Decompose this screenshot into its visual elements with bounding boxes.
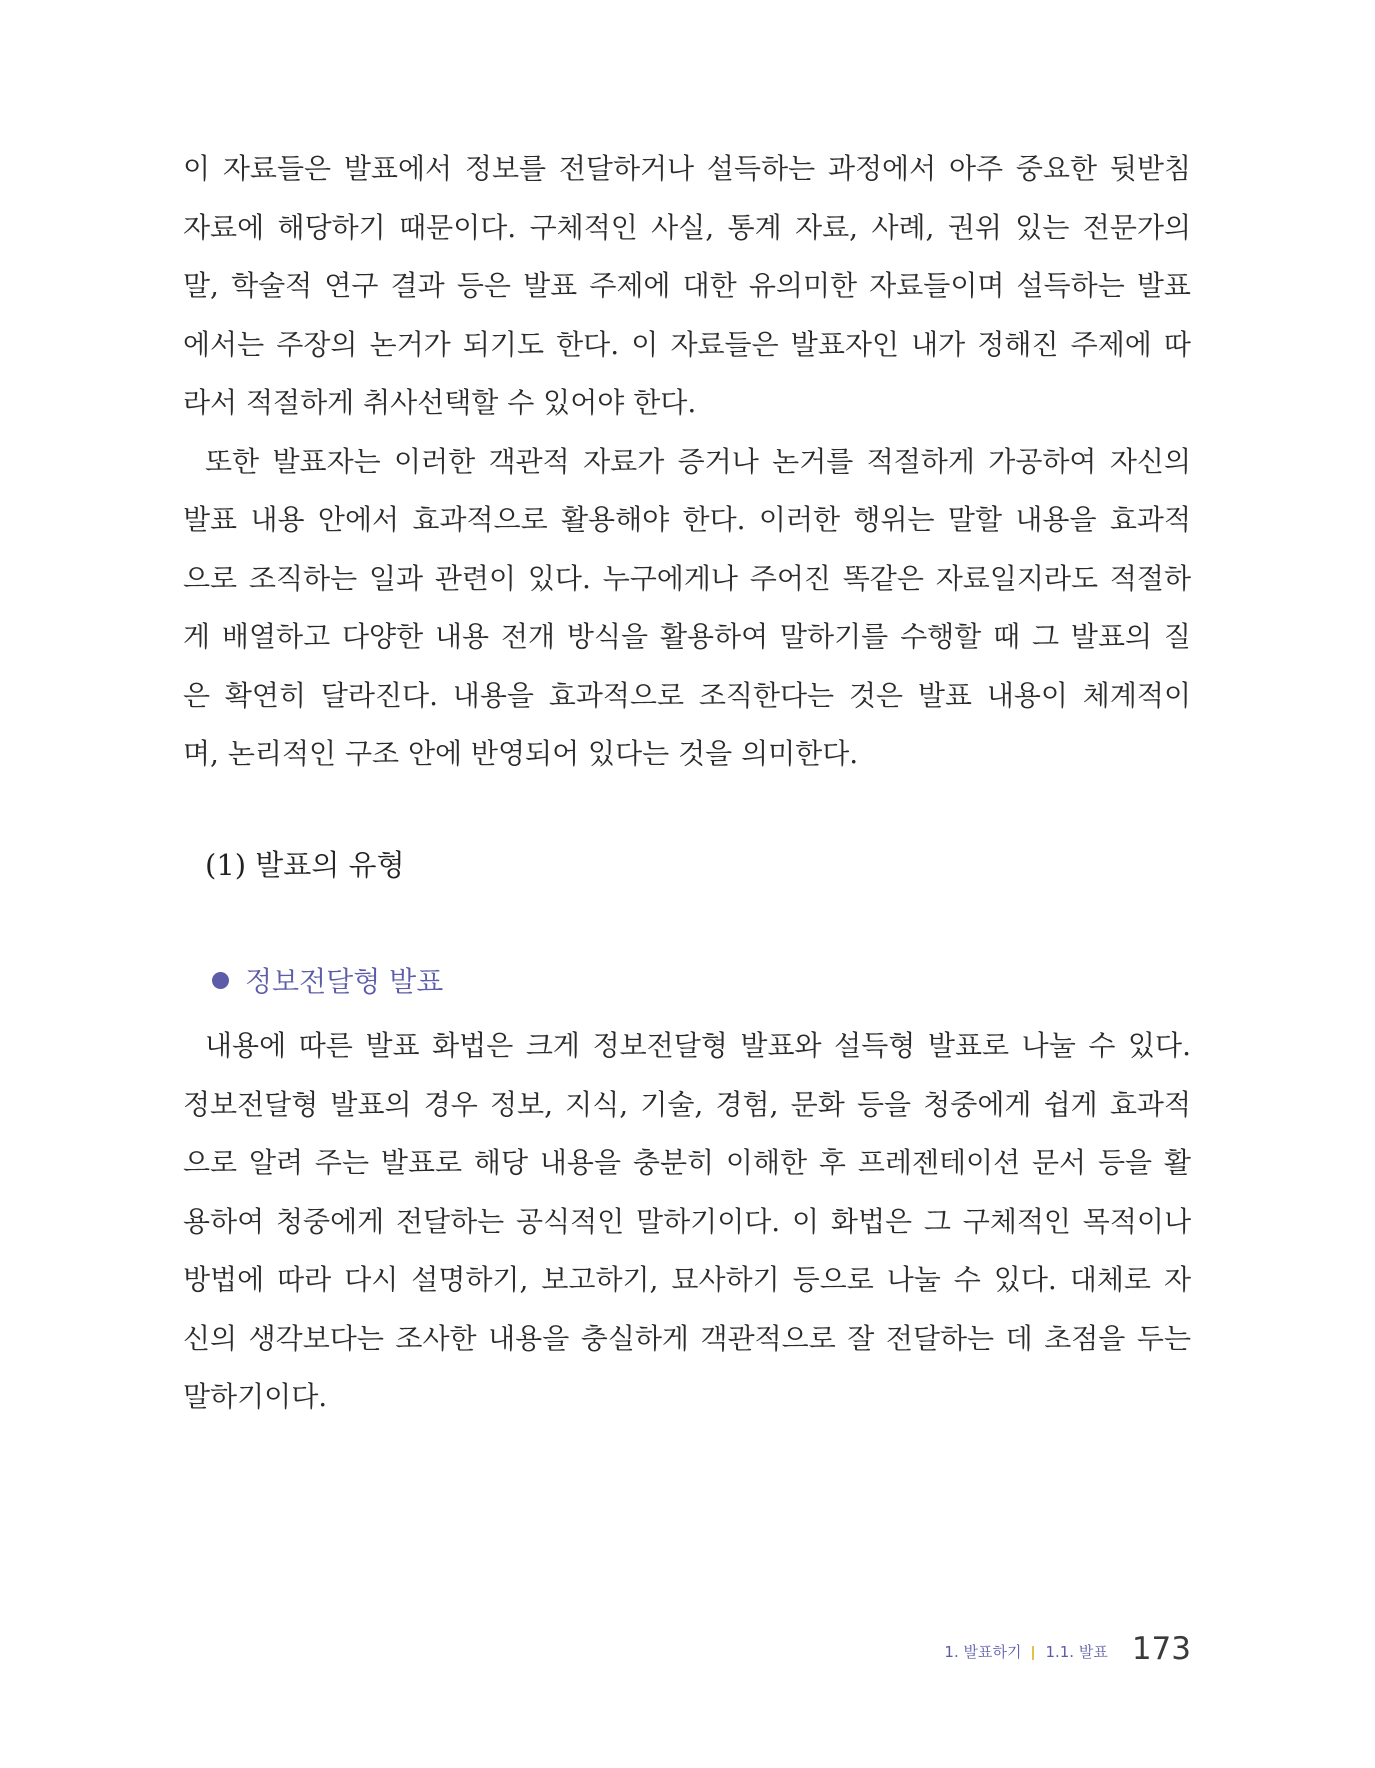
text-line: 신의 생각보다는 조사한 내용을 충실하게 객관적으로 잘 전달하는 데 초점을 두는 (183, 1321, 1191, 1355)
footer-section: 1.1. 발표 (1045, 1643, 1108, 1661)
body-text-top (183, 140, 1191, 784)
text-line: 라서 적절하게 취사선택할 수 있어야 한다. (183, 386, 697, 419)
text-line: 에서는 주장의 논거가 되기도 한다. 이 자료들은 발표자인 내가 정해진 주제에 따 (183, 327, 1191, 361)
paragraph-2 (183, 433, 1191, 784)
text-line: 은 확연히 달라진다. 내용을 효과적으로 조직한다는 것은 발표 내용이 체계적이 (183, 678, 1191, 712)
body-text-bottom (183, 1017, 1191, 1427)
page-number: 173 (1131, 1631, 1191, 1667)
section-heading: (1) 발표의 유형 (205, 848, 405, 882)
text-line: 으로 알려 주는 발표로 해당 내용을 충분히 이해한 후 프레젠테이션 문서 등을 활 (183, 1146, 1191, 1179)
footer-separator (1032, 1646, 1034, 1660)
text-line: 이 자료들은 발표에서 정보를 전달하거나 설득하는 과정에서 아주 중요한 뒷받침 (183, 152, 1191, 185)
text-line: 말하기이다. (183, 1380, 328, 1413)
paragraph-3 (183, 1017, 1191, 1427)
page-footer (944, 1622, 1191, 1668)
text-line: 게 배열하고 다양한 내용 전개 방식을 활용하여 말하기를 수행할 때 그 발표의 질 (183, 620, 1191, 653)
sub-heading-label: 정보전달형 발표 (245, 965, 444, 998)
sub-heading (212, 960, 443, 1000)
text-line: 으로 조직하는 일과 관련이 있다. 누구에게나 주어진 똑같은 자료일지라도 적절하 (183, 561, 1191, 595)
text-line: 용하여 청중에게 전달하는 공식적인 말하기이다. 이 화법은 그 구체적인 목적이나 (183, 1204, 1191, 1238)
text-line: 말, 학술적 연구 결과 등은 발표 주제에 대한 유의미한 자료들이며 설득하는 발표 (183, 269, 1191, 302)
text-line: 내용에 따른 발표 화법은 크게 정보전달형 발표와 설득형 발표로 나눌 수 있다. (205, 1029, 1191, 1062)
text-line: 자료에 해당하기 때문이다. 구체적인 사실, 통계 자료, 사례, 권위 있는 전문가의 (183, 210, 1191, 244)
text-line: 방법에 따라 다시 설명하기, 보고하기, 묘사하기 등으로 나눌 수 있다. 대체로 자 (183, 1263, 1191, 1296)
paragraph-1 (183, 140, 1191, 433)
text-line: 또한 발표자는 이러한 객관적 자료가 증거나 논거를 적절하게 가공하여 자신의 (205, 444, 1191, 478)
footer-chapter: 1. 발표하기 (944, 1643, 1022, 1661)
text-line: 발표 내용 안에서 효과적으로 활용해야 한다. 이러한 행위는 말할 내용을 효과적 (183, 503, 1191, 536)
text-line: 며, 논리적인 구조 안에 반영되어 있다는 것을 의미한다. (183, 737, 859, 770)
text-line: 정보전달형 발표의 경우 정보, 지식, 기술, 경험, 문화 등을 청중에게 쉽게 효과적 (183, 1087, 1191, 1121)
bullet-icon (212, 972, 229, 989)
